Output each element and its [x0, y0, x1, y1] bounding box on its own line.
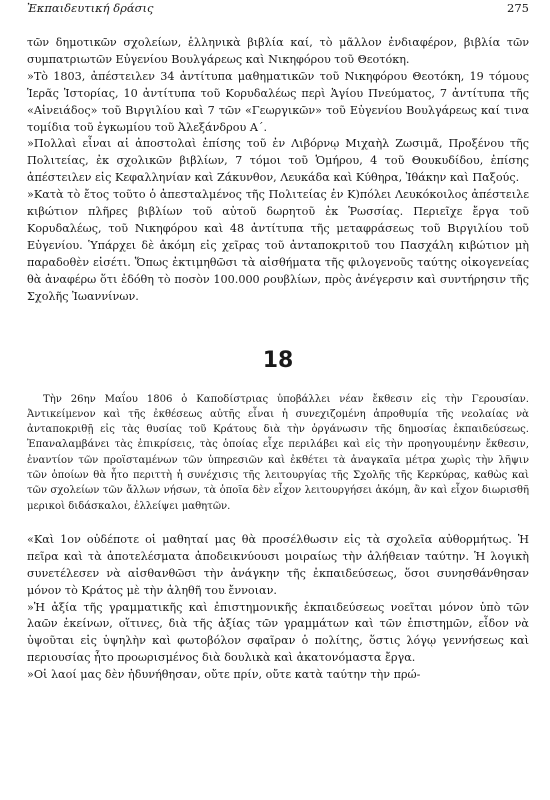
paragraph: »Πολλαὶ εἶναι αἱ ἀποστολαὶ ἐπίσης τοῦ ἐν Λιβόρνῳ Μιχαὴλ Ζωσιμᾶ, Προξένου τῆς Πολιτείας, ἐκ σχολικῶν βιβλίων, 7 τόμοι τοῦ Ὁμήρου, 4 τοῦ Θουκυδίδου, ἐπίσης ἀπέστειλεν εἰς Κεφαλληνίαν καὶ Ζάκυνθον, Λευκάδα καὶ Κύθηρα, Ἰθάκην καὶ Παξούς.	[27, 137, 529, 185]
paragraph: »Ἡ ἀξία τῆς γραμματικῆς καὶ ἐπιστημονικῆς ἐκπαιδεύσεως νοεῖται μόνον ὑπὸ τῶν λαῶν ἐκείνων, οἵτινες, διὰ τῆς ἀξίας τῶν γραμμάτων καὶ τῶν ἐπιστημῶν, εἶδον νὰ ὑψοῦται εἰς ὑψηλὴν καὶ φωτοβόλον σφαῖραν ὁ πολίτης, ὅστις λόγῳ γεννήσεως καὶ περιουσίας ἦτο προωρισμένος διὰ δουλικὰ καὶ ἀκατονόμαστα ἔργα.	[27, 600, 529, 665]
paragraph: τῶν δημοτικῶν σχολείων, ἑλληνικὰ βιβλία καί, τὸ μᾶλλον ἐνδιαφέρον, βιβλία τῶν συμπατριωτῶν Εὐγενίου Βουλγάρεως καὶ Νικηφόρου τοῦ Θεοτόκη.	[27, 36, 529, 66]
top-text-block	[27, 35, 529, 306]
bottom-text-block	[27, 532, 529, 684]
paragraph: «Καὶ 1ον οὐδέποτε οἱ μαθηταί μας θὰ προσέλθωσιν εἰς τὰ σχολεῖα αὐθορμήτως. Ἡ πεῖρα καὶ τὰ ἀποτελέσματα ἀποδεικνύουσι μοιραίως τὴν ἀλήθειαν ταύτην. Ἡ λογικὴ συνετέλεσεν νὰ αἰσθανθῶσι τὴν ἀνάγκην τῆς ἐκπαιδεύσεως, ὅσοι συνησθάνθησαν μόνον τὸ Κράτος μὲ τὴν ἀληθῆ του ἔννοιαν.	[27, 532, 529, 597]
section-summary	[27, 392, 529, 514]
paragraph: »Οἱ λαοί μας δὲν ἠδυνήθησαν, οὔτε πρίν, οὔτε κατὰ ταύτην τὴν πρώ-	[27, 668, 421, 682]
paragraph: »Κατὰ τὸ ἔτος τοῦτο ὁ ἀπεσταλμένος τῆς Πολιτείας ἐν Κ)πόλει Λευκόκοιλος ἀπέστειλε κιβώτιον πλῆρες βιβλίων τοῦ αὐτοῦ δωρητοῦ ἐκ Ῥωσσίας. Περιεῖχε ἔργα τοῦ Κορυδαλέως, τοῦ Νικηφόρου καὶ 48 ἀντίτυπα τῆς μεταφράσεως τοῦ Βιργιλίου τοῦ Εὐγενίου. Ὑπάρχει δὲ ἀκόμη εἰς χεῖρας τοῦ ἀνταποκριτοῦ του Πασχάλη κιβώτιον μὴ παραδοθὲν εἰσέτι. Ὅπως ἐκτιμηθῶσι τὰ αἰσθήματα τῆς φιλογενοῦς ταύτης οἰκογενείας θὰ ἀναφέρω ὅτι ἐδόθη τὸ ποσὸν 100.000 ρουβλίων, πρὸς ἀνέγερσιν καὶ συντήρησιν τῆς Σχολῆς Ἰωαννίνων.	[27, 188, 529, 303]
summary-paragraph: Τὴν 26ην Μαΐου 1806 ὁ Καποδίστριας ὑποβάλλει νέαν ἔκθεσιν εἰς τὴν Γερουσίαν. Ἀντικείμενον καὶ τῆς ἐκθέσεως αὐτῆς εἶναι ἡ συνεχιζομένη ἀπροθυμία τῆς νεολαίας νὰ ἀνταποκριθῇ εἰς τὰς θυσίας τοῦ Κράτους διὰ τὴν ὀργάνωσιν τῆς δημοσίας ἐκπαιδεύσεως. Ἐπαναλαμβάνει τὰς ἐπικρίσεις, τὰς ὁποίας εἶχε περιλάβει καὶ εἰς τὴν προηγουμένην ἔκθεσιν, ἐναντίον τῶν προϊσταμένων τῶν ὑπηρεσιῶν καὶ ἐκθέτει τὰ ἀναγκαῖα μέτρα χωρὶς τὴν λῆψιν τῶν ὁποίων θὰ ἦτο περιττὴ ἡ συνέχισις τῆς λειτουργίας τῆς Σχολῆς τῆς Κερκύρας, καθὼς καὶ τῶν σχολείων τῶν ἄλλων νήσων, τὰ ὁποῖα δὲν εἶχον λειτουργήσει ἀκόμη, ἂν καὶ εἶχον διωρισθῆ μερικοὶ διδάσκαλοι, ἐλλείψει μαθητῶν.	[27, 393, 529, 512]
running-title: Ἐκπαιδευτική δράσις	[27, 1, 154, 15]
document-page	[27, 0, 529, 684]
paragraph: »Τὸ 1803, ἀπέστειλεν 34 ἀντίτυπα μαθηματικῶν τοῦ Νικηφόρου Θεοτόκη, 19 τόμους Ἱερᾶς Ἱστορίας, 10 ἀντίτυπα τοῦ Κορυδαλέως περὶ Ἁγίου Πνεύματος, 7 ἀντίτυπα τῆς «Αἰνειάδος» τοῦ Βιργιλίου καὶ 7 τῶν «Γεωργικῶν» τοῦ Εὐγενίου Βουλγάρεως καί τινα τομίδια τοῦ ἐγκωμίου τοῦ Ἀλεξάνδρου Α΄.	[27, 69, 529, 134]
section-number: 18	[262, 347, 294, 373]
page-number: 275	[507, 1, 529, 15]
running-header	[27, 1, 529, 19]
